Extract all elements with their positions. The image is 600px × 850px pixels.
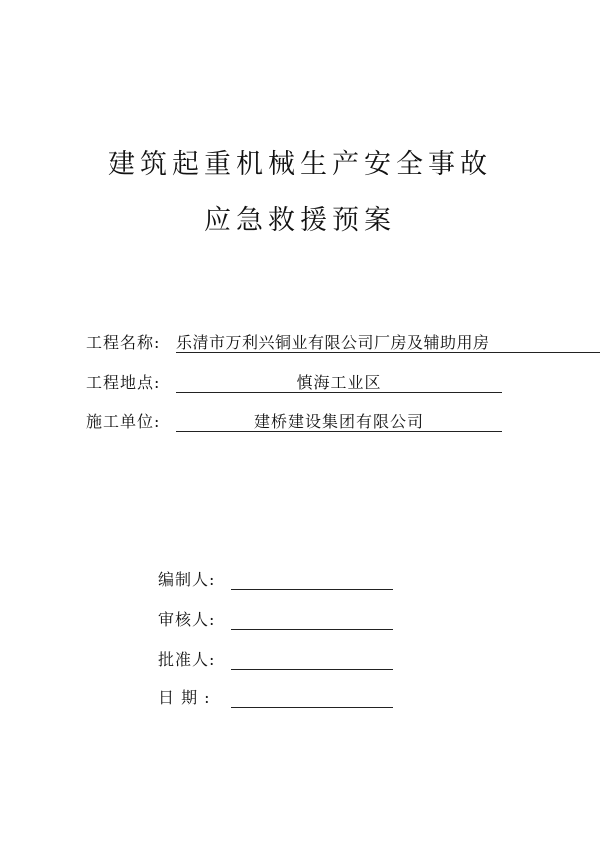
date-label: 日 期 : <box>158 688 211 707</box>
approved-by-label: 批准人: <box>158 650 216 669</box>
reviewed-by-line <box>231 607 393 630</box>
document-title-line2: 应急救援预案 <box>204 205 396 236</box>
project-location-label: 工程地点: <box>86 373 161 392</box>
reviewed-by-label: 审核人: <box>158 610 216 629</box>
project-name-value: 乐清市万利兴铜业有限公司厂房及辅助用房 <box>176 330 600 353</box>
contractor-label: 施工单位: <box>86 412 161 431</box>
approved-by-line <box>231 647 393 670</box>
prepared-by-line <box>231 567 393 590</box>
prepared-by-label: 编制人: <box>158 570 216 589</box>
project-location-value: 慎海工业区 <box>176 370 502 393</box>
document-title-line1: 建筑起重机械生产安全事故 <box>108 149 492 180</box>
date-line <box>231 685 393 708</box>
project-name-label: 工程名称: <box>86 333 161 352</box>
contractor-value: 建桥建设集团有限公司 <box>176 409 502 432</box>
